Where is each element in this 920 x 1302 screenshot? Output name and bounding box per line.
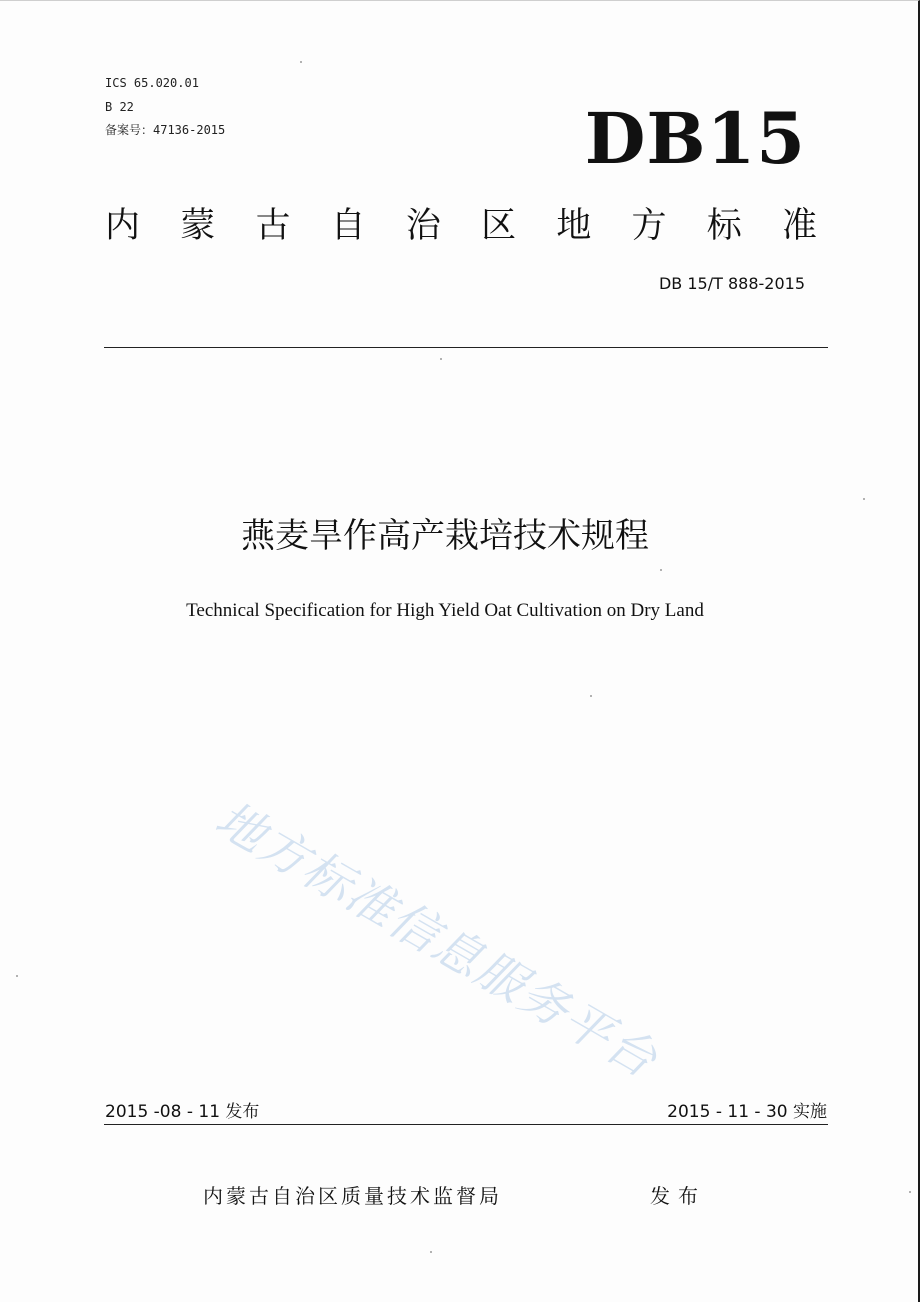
org-heading-char: 治	[405, 206, 441, 246]
scan-speck	[300, 61, 302, 63]
org-heading-char: 标	[706, 206, 742, 246]
top-divider	[104, 347, 828, 348]
bottom-divider	[104, 1124, 828, 1125]
scan-speck	[590, 695, 592, 697]
scan-speck	[909, 1191, 911, 1193]
filing-number: 备案号：47136-2015	[105, 123, 226, 137]
org-heading-char: 古	[255, 206, 291, 246]
ccs-code: B 22	[105, 100, 134, 114]
scan-speck	[863, 498, 865, 500]
org-heading-char: 内	[105, 206, 141, 246]
org-heading	[105, 201, 817, 251]
ics-code: ICS 65.020.01	[105, 76, 199, 90]
scan-speck	[440, 358, 442, 360]
org-heading-char: 准	[781, 206, 817, 246]
scan-speck	[660, 569, 662, 571]
publish-label: 发布	[650, 1184, 706, 1208]
scan-speck	[430, 1251, 432, 1253]
standard-number: DB 15/T 888-2015	[658, 274, 805, 293]
title-english: Technical Specification for High Yield Oat Cultivation on Dry Land	[186, 600, 704, 621]
title-chinese: 燕麦旱作高产栽培技术规程	[241, 516, 649, 556]
org-heading-char: 自	[330, 206, 366, 246]
publisher: 内蒙古自治区质量技术监督局	[203, 1184, 502, 1208]
org-heading-char: 方	[631, 206, 667, 246]
issue-date: 2015 -08 - 11 发布	[105, 1102, 260, 1122]
standard-code-logo: DB15	[584, 97, 806, 180]
org-heading-char: 地	[556, 206, 592, 246]
org-heading-char: 蒙	[180, 206, 216, 246]
implementation-date: 2015 - 11 - 30 实施	[667, 1102, 827, 1122]
org-heading-char: 区	[481, 206, 517, 246]
watermark: 地方标准信息服务平台	[206, 790, 668, 1090]
scan-speck	[16, 975, 18, 977]
